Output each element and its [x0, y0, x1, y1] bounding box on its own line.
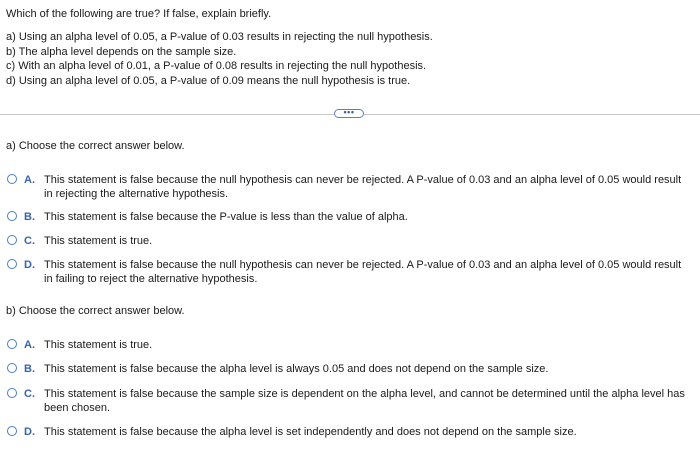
- part-a-option-d[interactable]: [7, 258, 695, 286]
- option-letter: C.: [24, 388, 35, 400]
- option-letter: B.: [24, 363, 35, 375]
- radio-button[interactable]: [7, 339, 17, 349]
- part-b-option-a[interactable]: [7, 338, 695, 352]
- statement-d: d) Using an alpha level of 0.05, a P-value of 0.09 means the null hypothesis is true.: [6, 74, 411, 87]
- radio-button[interactable]: [7, 259, 17, 269]
- part-a-option-a[interactable]: [7, 173, 695, 201]
- part-b-option-d[interactable]: [7, 425, 695, 439]
- part-a-option-c[interactable]: [7, 234, 695, 248]
- radio-button[interactable]: [7, 363, 17, 373]
- option-letter: C.: [24, 235, 35, 247]
- option-letter: A.: [24, 174, 35, 186]
- option-text: This statement is false because the null hypothesis can never be rejected. A P-value of 0.03 and an alpha level of 0.05 would result in rejecting the alternative hypothesis.: [44, 174, 682, 200]
- statement-a: a) Using an alpha level of 0.05, a P-value of 0.03 results in rejecting the null hypothesis.: [6, 31, 433, 43]
- option-letter: D.: [24, 426, 35, 438]
- option-letter: A.: [24, 339, 35, 351]
- radio-button[interactable]: [7, 211, 17, 221]
- radio-button[interactable]: [7, 426, 17, 436]
- radio-button[interactable]: [7, 388, 17, 398]
- statement-c: c) With an alpha level of 0.01, a P-value of 0.08 results in rejecting the null hypothesis.: [6, 60, 427, 72]
- option-text: This statement is false because the alpha level is always 0.05 and does not depend on the sample size.: [44, 363, 549, 375]
- radio-button[interactable]: [7, 235, 17, 245]
- option-text: This statement is true.: [44, 235, 153, 247]
- option-letter: B.: [24, 211, 35, 223]
- statement-b: b) The alpha level depends on the sample size.: [6, 45, 237, 58]
- option-text: This statement is false because the alpha level is set independently and does not depend on the sample size.: [44, 426, 577, 438]
- option-text: This statement is false because the sample size is dependent on the alpha level, and cannot be determined until the alpha level has been chosen.: [44, 388, 685, 414]
- radio-button[interactable]: [7, 174, 17, 184]
- part-b-label: b) Choose the correct answer below.: [6, 305, 185, 317]
- option-letter: D.: [24, 259, 35, 271]
- part-b-option-b[interactable]: [7, 362, 695, 376]
- part-a-label: a) Choose the correct answer below.: [6, 140, 185, 152]
- option-text: This statement is false because the P-value is less than the value of alpha.: [44, 211, 408, 223]
- option-text: This statement is false because the null hypothesis can never be rejected. A P-value of 0.03 and an alpha level of 0.05 would result in failing to reject the alternative hypothesis.: [44, 259, 682, 285]
- option-text: This statement is true.: [44, 339, 153, 351]
- part-b-option-c[interactable]: [7, 387, 695, 415]
- expand-more-button[interactable]: •••: [334, 109, 364, 118]
- question-title: Which of the following are true? If false, explain briefly.: [6, 8, 272, 20]
- part-a-option-b[interactable]: [7, 210, 695, 224]
- question-prompt: [6, 7, 696, 88]
